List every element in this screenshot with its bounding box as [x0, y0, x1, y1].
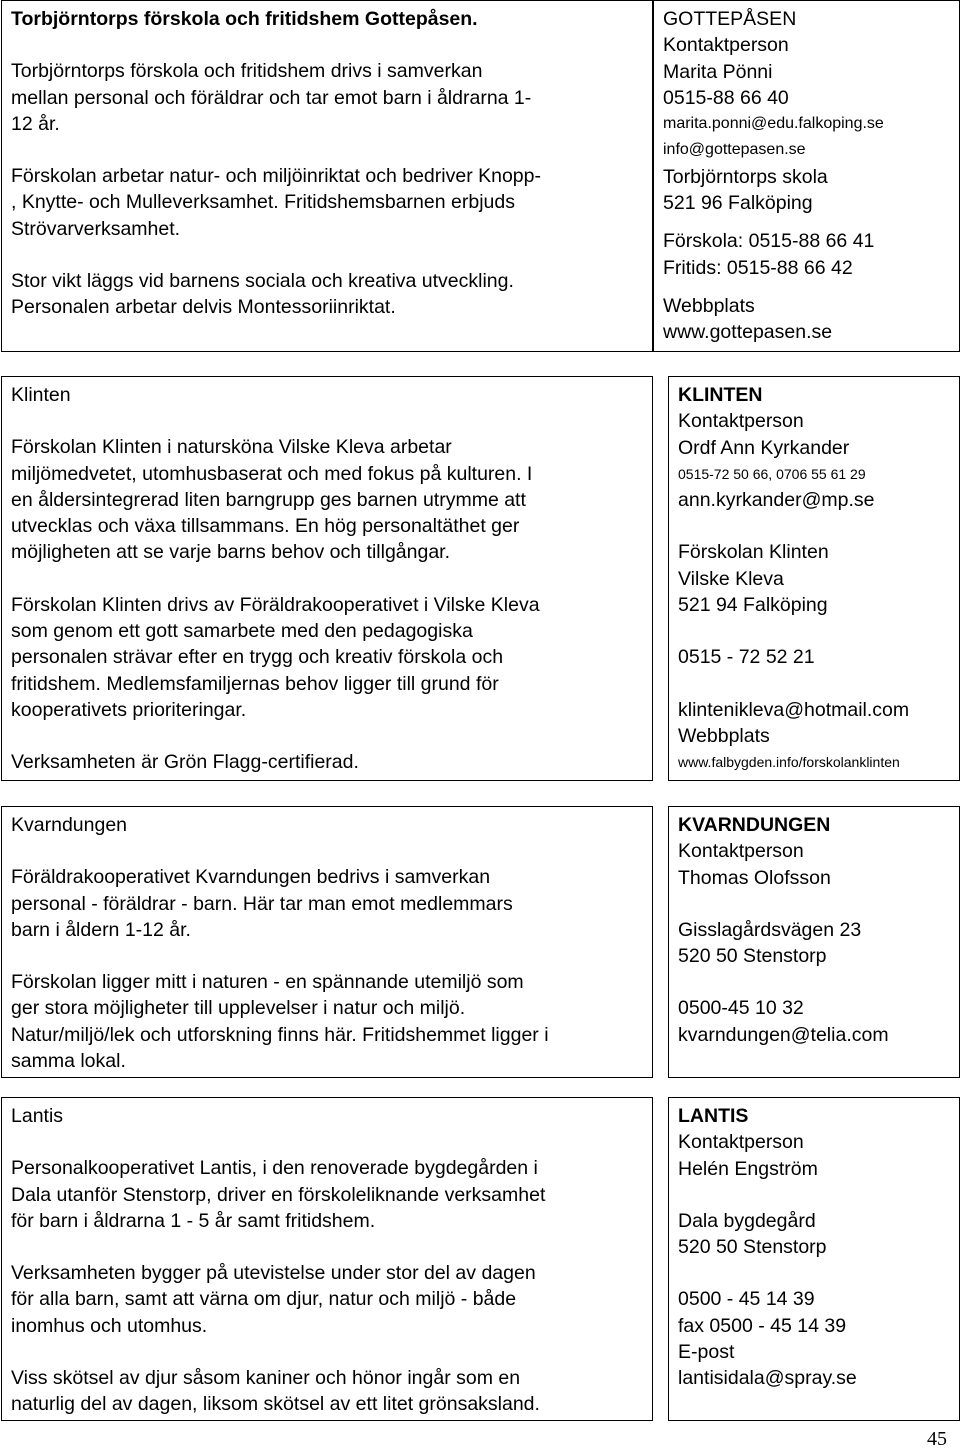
- gottepasen-email-2[interactable]: info@gottepasen.se: [663, 141, 806, 159]
- klinten-p2-line4: fritidshem. Medlemsfamiljernas behov ligger till grund för: [11, 672, 499, 695]
- gottepasen-contact-label: Kontaktperson: [663, 34, 789, 57]
- kvarndungen-phone: 0500-45 10 32: [678, 997, 804, 1020]
- gottepasen-p1-line1: Torbjörntorps förskola och fritidshem drivs i samverkan: [11, 60, 483, 83]
- klinten-phone-2: 0515 - 72 52 21: [678, 646, 815, 669]
- kvarndungen-p1-line3: barn i åldern 1-12 år.: [11, 918, 191, 941]
- kvarndungen-title: Kvarndungen: [11, 814, 128, 836]
- kvarndungen-p1-line1: Föräldrakooperativet Kvarndungen bedrivs i samverkan: [11, 866, 491, 889]
- klinten-contact-title: KLINTEN: [678, 384, 763, 406]
- lantis-p3-line1: Viss skötsel av djur såsom kaniner och hönor ingår som en: [11, 1367, 521, 1390]
- lantis-p1-line1: Personalkooperativet Lantis, i den renoverade bygdegården i: [11, 1157, 538, 1180]
- kvarndungen-contact-box: [668, 806, 960, 1078]
- lantis-email-label: E-post: [678, 1341, 735, 1364]
- klinten-address-1: Förskolan Klinten: [678, 541, 829, 564]
- klinten-p2-line1: Förskolan Klinten drivs av Föräldrakooperativet i Vilske Kleva: [11, 593, 540, 616]
- kvarndungen-p2-line3: Natur/miljö/lek och utforskning finns här. Fritidshemmet ligger i: [11, 1023, 549, 1046]
- klinten-address-3: 521 94 Falköping: [678, 594, 828, 617]
- lantis-contact-box: [668, 1097, 960, 1421]
- klinten-p3-line1: Verksamheten är Grön Flagg-certifierad.: [11, 751, 359, 774]
- gottepasen-phone-fritids: Fritids: 0515-88 66 42: [663, 256, 853, 279]
- lantis-phone: 0500 - 45 14 39: [678, 1288, 815, 1311]
- lantis-address-2: 520 50 Stenstorp: [678, 1236, 827, 1259]
- lantis-title: Lantis: [11, 1105, 64, 1127]
- klinten-p1-line4: utvecklas och växa tillsammans. En hög personaltäthet ger: [11, 515, 520, 538]
- lantis-p1-line2: Dala utanför Stenstorp, driver en förskoleliknande verksamhet: [11, 1183, 546, 1206]
- klinten-description-box: [1, 376, 653, 781]
- lantis-contact-label: Kontaktperson: [678, 1131, 804, 1154]
- klinten-p1-line3: en åldersintegrerad liten barngrupp ges barnen utrymme att: [11, 488, 526, 511]
- lantis-p2-line2: för alla barn, samt att värna om djur, natur och miljö - både: [11, 1288, 517, 1311]
- gottepasen-contact-box: [653, 0, 960, 352]
- lantis-p3-line2: naturlig del av dagen, liksom skötsel av ett litet grönsaksland.: [11, 1393, 540, 1416]
- kvarndungen-p2-line2: ger stora möjligheter till upplevelser i natur och miljö.: [11, 997, 466, 1020]
- lantis-contact-title: LANTIS: [678, 1105, 749, 1127]
- gottepasen-address-2: 521 96 Falköping: [663, 192, 813, 215]
- kvarndungen-address-1: Gisslagårdsvägen 23: [678, 918, 862, 941]
- lantis-contact-name: Helén Engström: [678, 1157, 818, 1180]
- lantis-p2-line3: inomhus och utomhus.: [11, 1314, 208, 1337]
- klinten-p2-line5: kooperativets prioriteringar.: [11, 698, 247, 721]
- kvarndungen-email[interactable]: kvarndungen@telia.com: [678, 1023, 889, 1046]
- gottepasen-address-1: Torbjörntorps skola: [663, 165, 828, 188]
- klinten-p2-line3: personalen strävar efter en trygg och kreativ förskola och: [11, 646, 504, 669]
- lantis-email[interactable]: lantisidala@spray.se: [678, 1367, 857, 1390]
- klinten-p1-line5: möjligheten att se varje barns behov och tillgångar.: [11, 541, 451, 564]
- gottepasen-web-link[interactable]: www.gottepasen.se: [663, 321, 833, 344]
- gottepasen-p2-line1: Förskolan arbetar natur- och miljöinriktat och bedriver Knopp-: [11, 165, 541, 188]
- gottepasen-p2-line2: , Knytte- och Mulleverksamhet. Fritidshemsbarnen erbjuds: [11, 191, 515, 214]
- gottepasen-p1-line3: 12 år.: [11, 112, 60, 135]
- klinten-p2-line2: som genom ett gott samarbete med den pedagogiska: [11, 620, 473, 643]
- klinten-p1-line2: miljömedvetet, utomhusbaserat och med fokus på kulturen. I: [11, 462, 533, 485]
- gottepasen-web-label: Webbplats: [663, 294, 755, 317]
- klinten-contact-box: [668, 376, 960, 781]
- kvarndungen-contact-label: Kontaktperson: [678, 840, 804, 863]
- gottepasen-p3-line1: Stor vikt läggs vid barnens sociala och kreativa utveckling.: [11, 270, 514, 293]
- lantis-p2-line1: Verksamheten bygger på utevistelse under stor del av dagen: [11, 1262, 536, 1285]
- gottepasen-p1-line2: mellan personal och föräldrar och tar emot barn i åldrarna 1-: [11, 86, 532, 109]
- klinten-web-label: Webbplats: [678, 724, 770, 747]
- gottepasen-p2-line3: Strövarverksamhet.: [11, 217, 181, 240]
- klinten-address-2: Vilske Kleva: [678, 567, 784, 590]
- gottepasen-contact-name: Marita Pönni: [663, 60, 773, 83]
- klinten-p1-line1: Förskolan Klinten i natursköna Vilske Kleva arbetar: [11, 436, 452, 459]
- gottepasen-phone-forskola: Förskola: 0515-88 66 41: [663, 230, 875, 253]
- kvarndungen-description-box: [1, 806, 653, 1078]
- klinten-contact-label: Kontaktperson: [678, 410, 804, 433]
- lantis-p1-line3: för barn i åldrarna 1 - 5 år samt fritidshem.: [11, 1209, 376, 1232]
- lantis-address-1: Dala bygdegård: [678, 1209, 816, 1232]
- page-number: 45: [927, 1428, 947, 1450]
- kvarndungen-contact-title: KVARNDUNGEN: [678, 814, 831, 836]
- lantis-fax: fax 0500 - 45 14 39: [678, 1314, 847, 1337]
- kvarndungen-p2-line4: samma lokal.: [11, 1050, 126, 1073]
- klinten-contact-name: Ordf Ann Kyrkander: [678, 436, 850, 459]
- gottepasen-contact-title: GOTTEPÅSEN: [663, 8, 797, 30]
- gottepasen-p3-line2: Personalen arbetar delvis Montessoriinriktat.: [11, 296, 396, 319]
- klinten-web-link[interactable]: www.falbygden.info/forskolanklinten: [678, 754, 900, 771]
- klinten-title: Klinten: [11, 384, 71, 406]
- kvarndungen-address-2: 520 50 Stenstorp: [678, 945, 827, 968]
- kvarndungen-contact-name: Thomas Olofsson: [678, 866, 831, 889]
- lantis-description-box: [1, 1097, 653, 1421]
- gottepasen-email-1[interactable]: marita.ponni@edu.falkoping.se: [663, 115, 884, 133]
- klinten-email-2[interactable]: klintenikleva@hotmail.com: [678, 698, 910, 721]
- gottepasen-title: Torbjörntorps förskola och fritidshem Gottepåsen.: [11, 8, 478, 30]
- klinten-email[interactable]: ann.kyrkander@mp.se: [678, 489, 875, 512]
- klinten-phone: 0515-72 50 66, 0706 55 61 29: [678, 465, 866, 482]
- gottepasen-description-box: [1, 0, 653, 352]
- kvarndungen-p2-line1: Förskolan ligger mitt i naturen - en spännande utemiljö som: [11, 971, 524, 994]
- gottepasen-phone: 0515-88 66 40: [663, 86, 789, 109]
- kvarndungen-p1-line2: personal - föräldrar - barn. Här tar man emot medlemmars: [11, 892, 513, 915]
